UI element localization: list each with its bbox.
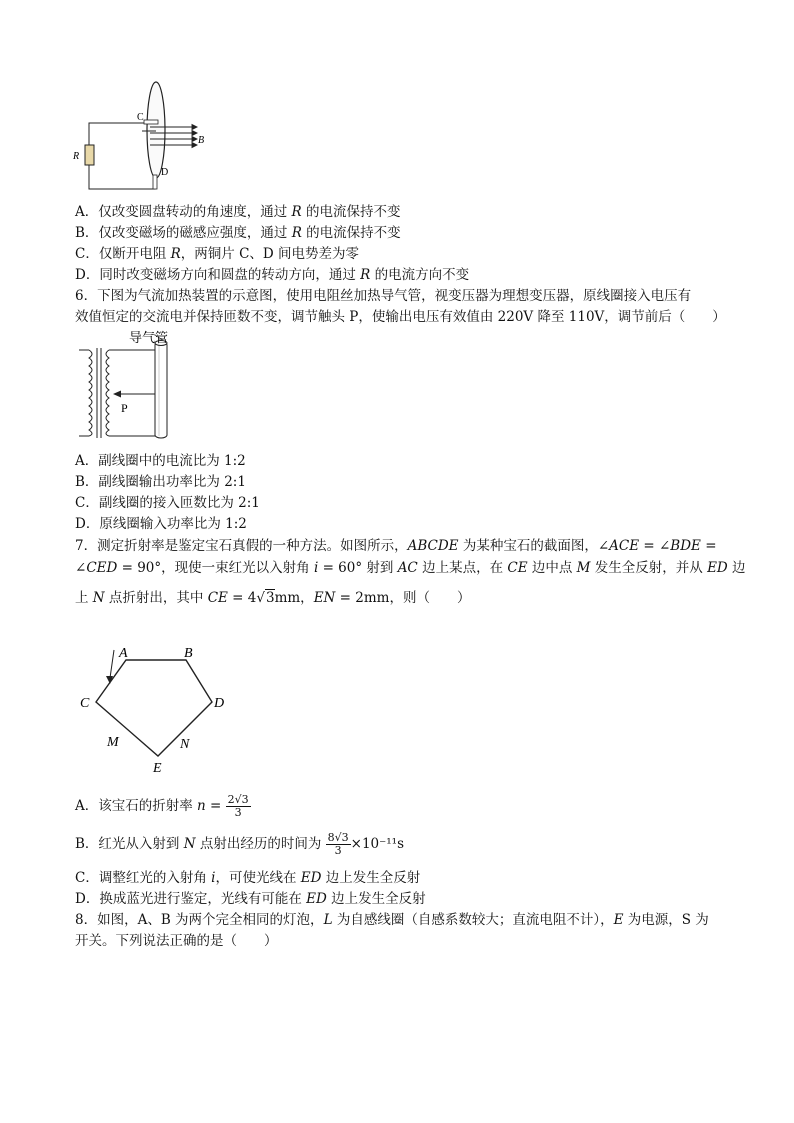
q5-option-c: C．仅断开电阻 R，两铜片 C、D 间电势差为零 [75,246,360,262]
copper-brush-d [153,175,157,189]
point-m: M [107,735,119,750]
vertex-b: B [184,646,193,661]
label-c: C [137,112,144,123]
point-n: N [180,737,190,752]
vertex-a: A [119,646,128,661]
q7-stem-line2: ∠CED = 90°，现使一束红光以入射角 i = 60° 射到 AC 边上某点，在 CE 边中点 M 发生全反射，并从 ED 边 [75,560,746,576]
label-b: B [198,135,205,146]
q7-option-a: A．该宝石的折射率 n = $\frac{2√3}{3}$ [75,793,249,819]
disk-generator-figure [70,75,230,195]
refractive-index-fraction: $\frac{2√3}{3}$ [227,793,249,819]
q6-option-c: C．副线圈的接入匝数比为 2:1 [75,495,260,511]
q7-option-b: B．红光从入射到 N 点射出经历的时间为 $\frac{8√3}{3}$ ×10⁻¹¹s [75,831,405,857]
q5-option-a: A．仅改变圆盘转动的角速度，通过 R 的电流保持不变 [75,204,401,220]
transformer-figure [75,328,195,443]
vertex-e: E [153,761,162,776]
air-tube [155,342,167,438]
q7-stem-line3: 上 N 点折射出，其中 CE = 4√3mm，EN = 2mm，则（ ） [75,590,471,606]
q8-stem-line2: 开关。下列说法正确的是（ ） [75,933,278,949]
label-d: D [161,167,169,178]
gemstone-figure [70,640,240,780]
copper-disk [147,82,165,178]
vertex-c: C [80,696,90,711]
q5-option-d: D．同时改变磁场方向和圆盘的转动方向，通过 R 的电流方向不变 [75,267,470,283]
q8-stem-line1: 8．如图，A、B 为两个完全相同的灯泡，L 为自感线圈（自感系数较大；直流电阻不计），E 为电源，S 为 [75,912,709,928]
slider-p-arrow [113,391,121,398]
q6-option-b: B．副线圈输出功率比为 2:1 [75,474,246,490]
q7-option-c: C．调整红光的入射角 i，可使光线在 ED 边上发生全反射 [75,870,421,886]
time-fraction: $\frac{8√3}{3}$ [327,831,349,857]
secondary-coil [106,350,155,436]
primary-coil [79,350,92,436]
label-p: P [121,401,128,415]
circuit-wire [89,123,155,189]
q6-option-a: A．副线圈中的电流比为 1:2 [75,453,246,469]
vertex-d: D [214,696,225,711]
q7-stem-line1: 7．测定折射率是鉴定宝石真假的一种方法。如图所示，ABCDE 为某种宝石的截面图，∠ACE = ∠BDE = [75,538,717,554]
incident-ray [110,650,114,678]
copper-brush-c [144,120,158,124]
q6-stem-line1: 6．下图为气流加热装置的示意图，使用电阻丝加热导气管，视变压器为理想变压器，原线圈接入电压有 [75,288,692,304]
label-r: R [73,151,80,162]
q7-option-d: D．换成蓝光进行鉴定，光线有可能在 ED 边上发生全反射 [75,891,426,907]
label-air-tube: 导气管 [129,330,169,345]
q6-option-d: D．原线圈输入功率比为 1:2 [75,516,247,532]
resistor-r [85,145,94,165]
q5-option-b: B．仅改变磁场的磁感应强度，通过 R 的电流保持不变 [75,225,401,241]
q6-stem-line2: 效值恒定的交流电并保持匝数不变，调节触头 P，使输出电压有效值由 220V 降至 110V，调节前后（ ） [75,309,726,325]
